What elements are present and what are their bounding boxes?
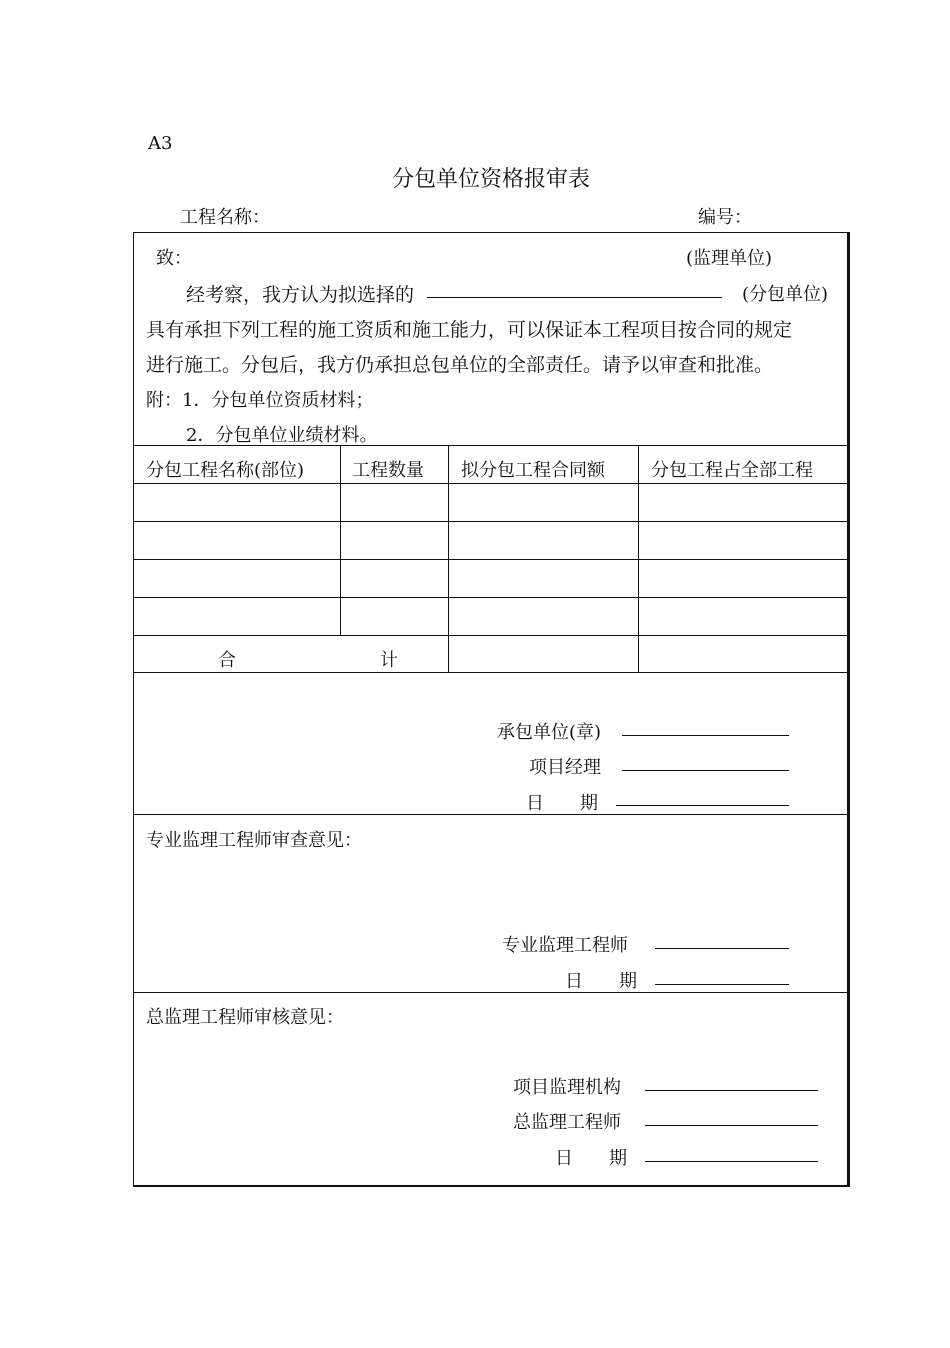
table-cell[interactable] bbox=[134, 560, 339, 596]
chief-opinion-label: 总监理工程师审核意见： bbox=[146, 1007, 344, 1028]
table-cell[interactable] bbox=[134, 598, 339, 634]
table-cell[interactable] bbox=[449, 598, 637, 634]
subcontractor-blank[interactable] bbox=[427, 297, 722, 298]
supervision-org-blank[interactable] bbox=[645, 1090, 818, 1091]
header-contract-amount: 拟分包工程合同额 bbox=[461, 460, 605, 481]
specialist-opinion-label: 专业监理工程师审查意见： bbox=[146, 830, 362, 851]
chief-date-blank[interactable] bbox=[645, 1161, 818, 1162]
request-line2: 具有承担下列工程的施工资质和施工能力，可以保证本工程项目按合同的规定 bbox=[146, 319, 793, 341]
table-cell[interactable] bbox=[449, 560, 637, 596]
table-top-border bbox=[133, 445, 850, 446]
table-cell[interactable] bbox=[639, 522, 849, 558]
specialist-date-label: 日 期 bbox=[565, 971, 637, 992]
number-label: 编号： bbox=[698, 207, 752, 228]
project-name-label: 工程名称： bbox=[180, 207, 270, 228]
attachment-1: 附：1．分包单位资质材料； bbox=[146, 390, 374, 411]
contractor-unit-label: 承包单位(章) bbox=[497, 722, 602, 743]
table-cell[interactable] bbox=[341, 484, 447, 520]
specialist-date-blank[interactable] bbox=[655, 984, 789, 985]
form-code: A3 bbox=[148, 133, 173, 154]
table-cell[interactable] bbox=[449, 522, 637, 558]
section-divider bbox=[133, 992, 850, 993]
request-line3: 进行施工。分包后，我方仍承担总包单位的全部责任。请予以审查和批准。 bbox=[146, 354, 774, 376]
header-share-of-total: 分包工程占全部工程 bbox=[651, 460, 813, 481]
attachment-2: 2．分包单位业绩材料。 bbox=[186, 425, 378, 446]
table-cell[interactable] bbox=[639, 484, 849, 520]
page-title: 分包单位资格报审表 bbox=[391, 167, 590, 192]
chief-engineer-blank[interactable] bbox=[645, 1125, 818, 1126]
table-cell[interactable] bbox=[639, 598, 849, 634]
request-line1-prefix: 经考察，我方认为拟选择的 bbox=[186, 284, 415, 306]
table-cell[interactable] bbox=[341, 598, 447, 634]
total-amount-cell[interactable] bbox=[449, 636, 637, 671]
total-share-cell[interactable] bbox=[639, 636, 849, 671]
table-cell[interactable] bbox=[134, 484, 339, 520]
table-bottom-border bbox=[133, 672, 850, 673]
specialist-engineer-blank[interactable] bbox=[655, 948, 789, 949]
section-divider bbox=[133, 814, 850, 815]
supervisor-unit-label: (监理单位) bbox=[686, 248, 773, 269]
contractor-date-blank[interactable] bbox=[616, 805, 789, 806]
table-cell[interactable] bbox=[134, 522, 339, 558]
subcontractor-unit-label: (分包单位) bbox=[742, 284, 829, 305]
specialist-engineer-label: 专业监理工程师 bbox=[502, 935, 628, 956]
supervision-org-label: 项目监理机构 bbox=[513, 1077, 621, 1098]
header-subcontract-name: 分包工程名称(部位) bbox=[146, 460, 305, 481]
header-quantity: 工程数量 bbox=[352, 460, 424, 481]
project-manager-blank[interactable] bbox=[622, 770, 789, 771]
contractor-date-label: 日 期 bbox=[526, 793, 598, 814]
to-label: 致： bbox=[156, 248, 192, 269]
total-label-2: 计 bbox=[380, 650, 398, 671]
table-cell[interactable] bbox=[639, 560, 849, 596]
table-cell[interactable] bbox=[341, 560, 447, 596]
table-cell[interactable] bbox=[341, 522, 447, 558]
project-manager-label: 项目经理 bbox=[529, 757, 601, 778]
contractor-unit-blank[interactable] bbox=[622, 735, 789, 736]
table-cell[interactable] bbox=[449, 484, 637, 520]
total-label-1: 合 bbox=[218, 650, 236, 671]
chief-engineer-label: 总监理工程师 bbox=[513, 1112, 621, 1133]
chief-date-label: 日 期 bbox=[555, 1148, 627, 1169]
